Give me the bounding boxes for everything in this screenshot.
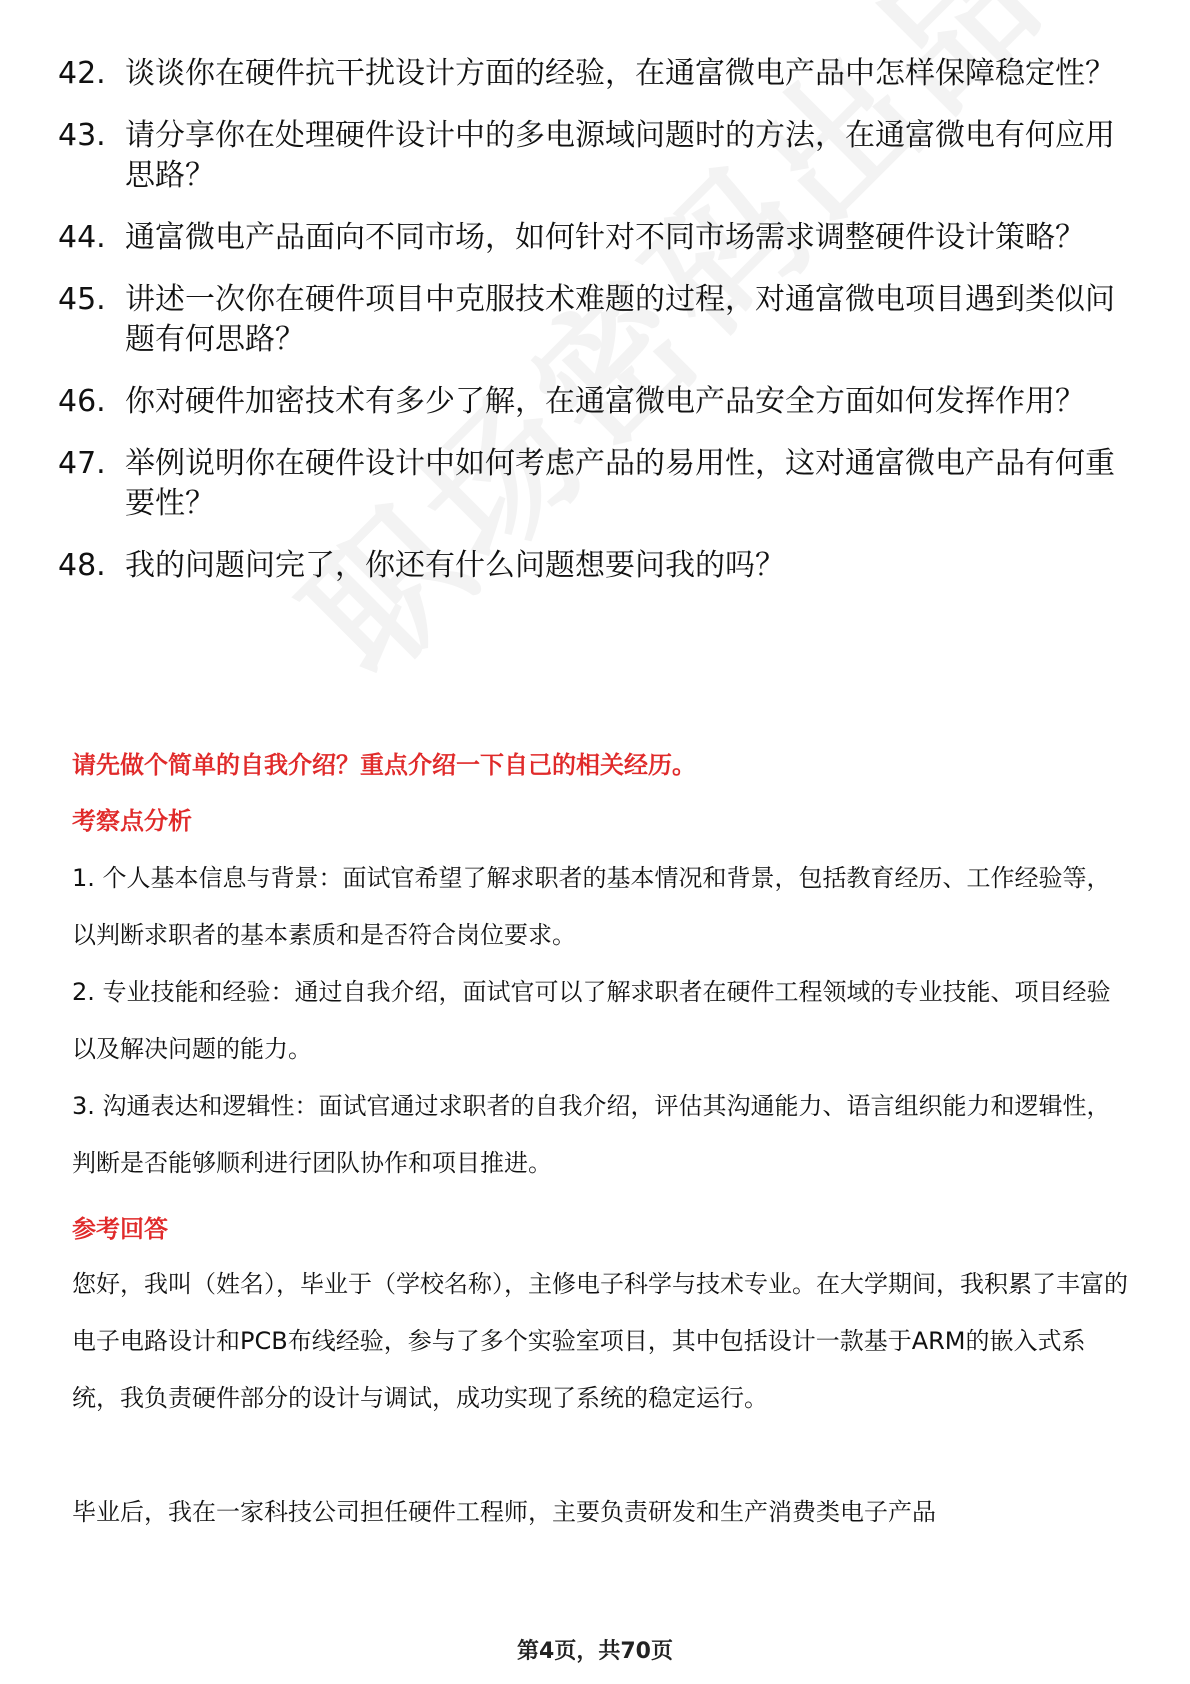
question-number: 44. bbox=[58, 220, 106, 255]
question-text: 讲述一次你在硬件项目中克服技术难题的过程，对通富微电项目遇到类似问题有何思路？ bbox=[125, 282, 1115, 357]
question-number: 45. bbox=[58, 282, 106, 317]
list-item bbox=[58, 382, 1138, 422]
answer-paragraph: 毕业后，我在一家科技公司担任硬件工程师，主要负责研发和生产消费类电子产品 bbox=[72, 1498, 936, 1526]
question-number: 43. bbox=[58, 118, 106, 153]
analysis-heading: 考察点分析 bbox=[72, 807, 192, 835]
question-number: 48. bbox=[58, 548, 106, 583]
analysis-item: 2. 专业技能和经验：通过自我介绍，面试官可以了解求职者在硬件工程领域的专业技能、项目经验以及解决问题的能力。 bbox=[72, 978, 1111, 1063]
question-text: 举例说明你在硬件设计中如何考虑产品的易用性，这对通富微电产品有何重要性？ bbox=[125, 446, 1115, 521]
question-number: 46. bbox=[58, 384, 106, 419]
analysis-item: 3. 沟通表达和逻辑性：面试官通过求职者的自我介绍，评估其沟通能力、语言组织能力和逻辑性，判断是否能够顺利进行团队协作和项目推进。 bbox=[72, 1092, 1111, 1177]
analysis-item: 1. 个人基本信息与背景：面试官希望了解求职者的基本情况和背景，包括教育经历、工作经验等，以判断求职者的基本素质和是否符合岗位要求。 bbox=[72, 864, 1111, 949]
list-item bbox=[58, 546, 1138, 586]
interview-section bbox=[72, 748, 1132, 1541]
question-text: 谈谈你在硬件抗干扰设计方面的经验，在通富微电产品中怎样保障稳定性？ bbox=[125, 56, 1115, 91]
answer-heading: 参考回答 bbox=[72, 1215, 168, 1243]
list-item bbox=[58, 280, 1138, 360]
question-list bbox=[58, 54, 1138, 608]
list-item bbox=[58, 218, 1138, 258]
list-item bbox=[58, 444, 1138, 524]
list-item bbox=[58, 116, 1138, 196]
question-number: 42. bbox=[58, 56, 106, 91]
question-text: 请分享你在处理硬件设计中的多电源域问题时的方法，在通富微电有何应用思路？ bbox=[125, 118, 1115, 193]
question-number: 47. bbox=[58, 446, 106, 481]
question-text: 通富微电产品面向不同市场，如何针对不同市场需求调整硬件设计策略？ bbox=[125, 220, 1085, 255]
list-item bbox=[58, 54, 1138, 94]
section-question: 请先做个简单的自我介绍？重点介绍一下自己的相关经历。 bbox=[72, 751, 696, 779]
answer-paragraph: 您好，我叫（姓名），毕业于（学校名称），主修电子科学与技术专业。在大学期间，我积累了丰富的电子电路设计和PCB布线经验，参与了多个实验室项目，其中包括设计一款基于ARM的嵌入式系统，我负责硬件部分的设计与调试，成功实现了系统的稳定运行。 bbox=[72, 1270, 1128, 1412]
question-text: 我的问题问完了，你还有什么问题想要问我的吗？ bbox=[125, 548, 785, 583]
paragraph-gap bbox=[72, 1427, 1132, 1484]
question-text: 你对硬件加密技术有多少了解，在通富微电产品安全方面如何发挥作用？ bbox=[125, 384, 1085, 419]
page-number: 第4页，共70页 bbox=[517, 1639, 673, 1664]
